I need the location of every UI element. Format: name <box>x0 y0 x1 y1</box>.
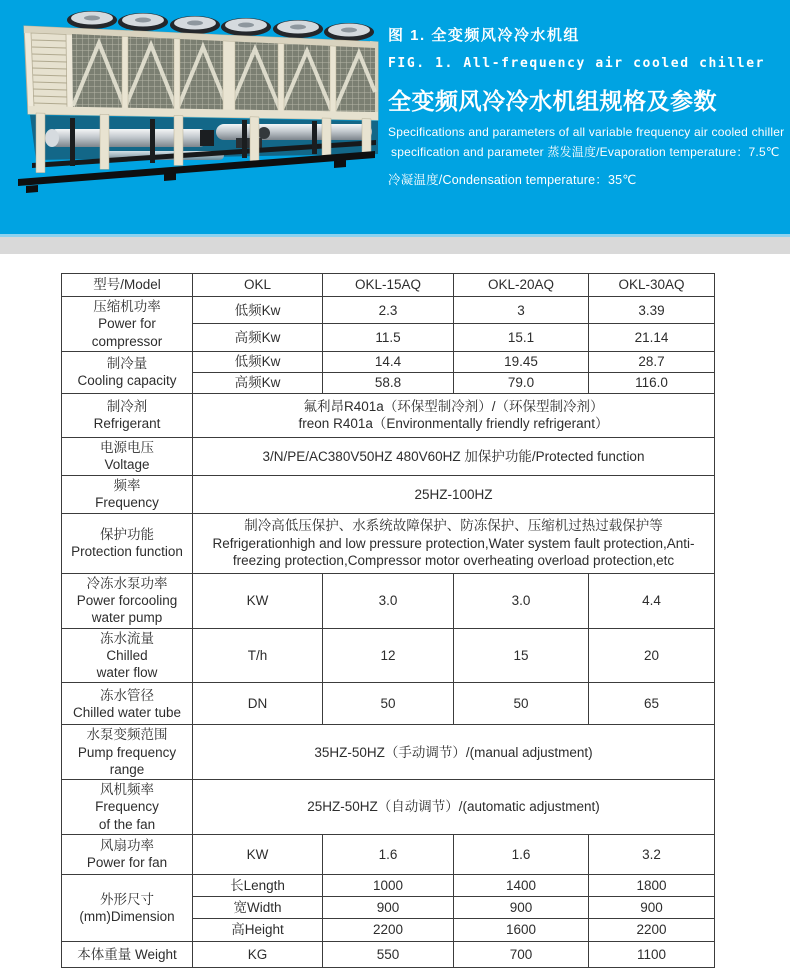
hero-section <box>0 0 790 234</box>
table-cell <box>454 324 589 351</box>
cell-line: 900 <box>509 899 533 915</box>
cell-line: 2200 <box>636 922 667 938</box>
cell-line: KW <box>246 593 269 609</box>
cell-line: 高频Kw <box>234 375 281 391</box>
header-model <box>62 274 193 297</box>
cell-line: 50 <box>513 696 529 712</box>
header-okl-20aq <box>454 274 589 297</box>
label-protection <box>62 513 193 573</box>
cell-line: 宽Width <box>233 899 282 915</box>
cell-line: Frequency <box>95 495 159 511</box>
cell-line: Chilled water tube <box>72 704 182 720</box>
table-cell <box>193 324 323 351</box>
spec-subtitle-line1: Specifications and parameters of all variable frequency air cooled chiller <box>388 125 785 139</box>
label-frequency <box>62 475 193 513</box>
cell-line: Pump frequency <box>77 744 177 760</box>
cell-line: 压缩机功率 <box>93 299 161 314</box>
cell-line: Protection function <box>71 544 183 560</box>
table-cell <box>589 896 715 918</box>
cell-line: Frequency <box>95 799 159 815</box>
cell-line: 21.14 <box>634 329 669 345</box>
table-row <box>62 834 715 874</box>
table-cell <box>323 324 454 351</box>
table-cell <box>323 918 454 941</box>
cell-line: 3 <box>517 302 525 318</box>
table-row <box>62 274 715 297</box>
cell-line: 700 <box>509 946 533 962</box>
table-cell <box>193 780 715 835</box>
table-cell <box>589 351 715 372</box>
cell-line: 3.0 <box>378 593 398 609</box>
cell-line: 900 <box>376 899 400 915</box>
table-cell <box>193 475 715 513</box>
cell-line: Power forcooling <box>76 593 178 609</box>
cell-line: water pump <box>91 610 163 626</box>
chiller-photo <box>4 2 382 204</box>
cell-line: 保护功能 <box>100 527 154 543</box>
table-cell <box>589 573 715 628</box>
cell-line: Refrigerationhigh and low pressure protection,Water system fault protection,Anti-freezing protection,Compressor motor overheating overload protection,etc <box>212 535 695 568</box>
label-fan-frequency <box>62 780 193 835</box>
table-cell <box>323 941 454 967</box>
label-refrigerant <box>62 393 193 437</box>
table-cell <box>193 874 323 896</box>
cell-line: 50 <box>380 696 396 712</box>
table-cell <box>454 351 589 372</box>
cell-line: 79.0 <box>507 375 535 391</box>
cell-line: 3.39 <box>638 302 665 318</box>
table-row <box>62 573 715 628</box>
fig-caption-zh: 图 1. 全变频风冷冷水机组 <box>388 27 580 44</box>
cell-line: water flow <box>96 665 158 681</box>
header-okl-15aq <box>323 274 454 297</box>
cell-line: Voltage <box>104 457 150 473</box>
table-cell <box>454 834 589 874</box>
table-cell <box>589 941 715 967</box>
table-cell <box>193 834 323 874</box>
label-water-flow <box>62 628 193 683</box>
cell-line: 12 <box>380 647 396 663</box>
cell-line: 11.5 <box>375 329 401 345</box>
cell-line: 制冷高低压保护、水系统故障保护、防冻保护、压缩机过热过载保护等 <box>244 518 663 534</box>
table-cell <box>193 725 715 780</box>
cell-line: 制冷量 <box>106 356 148 372</box>
cell-line: 低频Kw <box>234 302 281 318</box>
table-cell <box>323 874 454 896</box>
cell-line: 4.4 <box>642 593 661 609</box>
cell-line: 型号/Model <box>93 277 161 293</box>
table-row <box>62 513 715 573</box>
table-row <box>62 725 715 780</box>
table-cell <box>589 918 715 941</box>
table-row <box>62 683 715 725</box>
cell-line: of the fan <box>98 816 156 832</box>
cell-line: (mm)Dimension <box>79 908 175 924</box>
table-cell <box>589 372 715 393</box>
table-cell <box>193 437 715 475</box>
cell-line: 低频Kw <box>234 354 281 370</box>
header-okl-30aq <box>589 274 715 297</box>
cell-line: 25HZ-50HZ（自动调节）/(automatic adjustment) <box>307 799 600 815</box>
cell-line: 15.1 <box>507 329 535 345</box>
cell-line: 3.0 <box>511 593 531 609</box>
cell-line: KW <box>246 846 269 862</box>
cell-line: KG <box>247 946 268 962</box>
table-cell <box>193 683 323 725</box>
cell-line: 冻水流量 <box>100 630 154 646</box>
table-row <box>62 874 715 896</box>
cell-line: 19.45 <box>504 354 538 370</box>
table-cell <box>454 372 589 393</box>
hero-text-block <box>388 0 786 188</box>
table-cell <box>589 324 715 351</box>
cell-line: 116.0 <box>635 375 668 391</box>
table-cell <box>589 297 715 324</box>
cell-line: 1400 <box>505 877 537 893</box>
table-cell <box>589 628 715 683</box>
cell-line: 550 <box>376 946 400 962</box>
spec-table <box>61 273 715 968</box>
table-cell <box>323 351 454 372</box>
cell-line: 15 <box>513 647 529 663</box>
cell-line: 外形尺寸 <box>100 891 154 907</box>
table-row <box>62 780 715 835</box>
cell-line: OKL <box>243 277 271 293</box>
table-cell <box>454 683 589 725</box>
cell-line: 58.8 <box>374 375 402 391</box>
spec-subtitle-line2: specification and parameter 蒸发温度/Evaporation temperature：7.5℃ <box>391 145 780 159</box>
table-row <box>62 628 715 683</box>
cell-line: 2.3 <box>378 302 398 318</box>
label-weight <box>62 941 193 967</box>
table-cell <box>193 628 323 683</box>
table-cell <box>193 372 323 393</box>
cell-line: 28.7 <box>638 354 665 370</box>
cell-line: 频率 <box>113 478 141 494</box>
cell-line: OKL-30AQ <box>618 277 685 293</box>
cell-line: 冻水管径 <box>100 687 154 703</box>
table-cell <box>193 918 323 941</box>
cell-line: 35HZ-50HZ（手动调节）/(manual adjustment) <box>314 744 593 760</box>
table-cell <box>454 628 589 683</box>
cell-line: 风机频率 <box>100 782 154 798</box>
table-row <box>62 475 715 513</box>
cell-line: 高频Kw <box>234 329 281 345</box>
cell-line: Chilled <box>106 647 148 663</box>
table-cell <box>193 351 323 372</box>
cell-line: OKL-20AQ <box>487 277 555 293</box>
hero-divider-gray <box>0 237 790 254</box>
table-cell <box>193 941 323 967</box>
table-cell <box>323 573 454 628</box>
cell-line: 制冷剂 <box>106 399 148 415</box>
cell-line: 1100 <box>636 946 667 962</box>
table-row <box>62 297 715 324</box>
cell-line: 65 <box>643 696 660 712</box>
table-cell <box>454 297 589 324</box>
label-water-tube <box>62 683 193 725</box>
table-cell <box>193 896 323 918</box>
table-cell <box>323 628 454 683</box>
cell-line: 1.6 <box>378 846 398 862</box>
cell-line: 本体重量 Weight <box>77 946 177 962</box>
table-cell <box>323 896 454 918</box>
table-cell <box>454 918 589 941</box>
label-compressor-power <box>62 297 193 352</box>
table-cell <box>589 874 715 896</box>
cell-line: Power for compressor <box>91 316 163 349</box>
table-cell <box>454 573 589 628</box>
cell-line: 风扇功率 <box>100 838 154 854</box>
table-cell <box>323 834 454 874</box>
cell-line: DN <box>247 696 268 712</box>
table-cell <box>193 297 323 324</box>
cell-line: 1600 <box>505 922 537 938</box>
cell-line: 1800 <box>636 877 667 893</box>
cell-line: range <box>109 761 145 777</box>
table-cell <box>454 896 589 918</box>
cell-line: 1.6 <box>511 846 531 862</box>
cell-line: 25HZ-100HZ <box>414 486 493 502</box>
label-pump-power <box>62 573 193 628</box>
cell-line: 冷冻水泵功率 <box>86 575 168 591</box>
table-cell <box>454 941 589 967</box>
table-cell <box>323 372 454 393</box>
spec-title-zh: 全变频风冷冷水机组规格及参数 <box>388 88 717 114</box>
table-cell <box>589 683 715 725</box>
cell-line: OKL-15AQ <box>354 277 422 293</box>
table-cell <box>323 683 454 725</box>
cell-line: T/h <box>247 647 268 663</box>
cell-line: Refrigerant <box>93 416 161 432</box>
fig-caption-en: FIG. 1. All-frequency air cooled chiller <box>388 56 766 71</box>
cell-line: Power for fan <box>86 855 168 871</box>
cell-line: 氟利昂R401a（环保型制冷剂）/（环保型制冷剂） <box>303 399 604 415</box>
cell-line: 3/N/PE/AC380V50HZ 480V60HZ 加保护功能/Protected function <box>262 448 645 464</box>
table-cell <box>454 874 589 896</box>
cell-line: 水泵变频范围 <box>86 727 168 743</box>
cell-line: 900 <box>640 899 663 915</box>
cell-line: freon R401a（Environmentally friendly refrigerant） <box>298 416 609 432</box>
label-voltage <box>62 437 193 475</box>
label-dimension <box>62 874 193 941</box>
table-cell <box>323 297 454 324</box>
table-cell <box>193 393 715 437</box>
cell-line: Cooling capacity <box>77 373 177 389</box>
label-pump-frequency-range <box>62 725 193 780</box>
table-row <box>62 437 715 475</box>
condensation-line: 冷凝温度/Condensation temperature：35℃ <box>388 173 637 187</box>
cell-line: 3.2 <box>642 846 661 862</box>
label-cooling-capacity <box>62 351 193 393</box>
table-row <box>62 941 715 967</box>
label-fan-power <box>62 834 193 874</box>
cell-line: 20 <box>643 647 660 663</box>
table-row <box>62 351 715 372</box>
table-cell <box>589 834 715 874</box>
cell-line: 高Height <box>231 922 284 938</box>
cell-line: 1000 <box>372 877 404 893</box>
cell-line: 长Length <box>230 877 285 893</box>
table-row <box>62 393 715 437</box>
cell-line: 14.4 <box>374 354 402 370</box>
table-cell <box>193 513 715 573</box>
table-cell <box>193 573 323 628</box>
header-okl <box>193 274 323 297</box>
cell-line: 电源电压 <box>100 440 154 456</box>
cell-line: 2200 <box>372 922 404 938</box>
